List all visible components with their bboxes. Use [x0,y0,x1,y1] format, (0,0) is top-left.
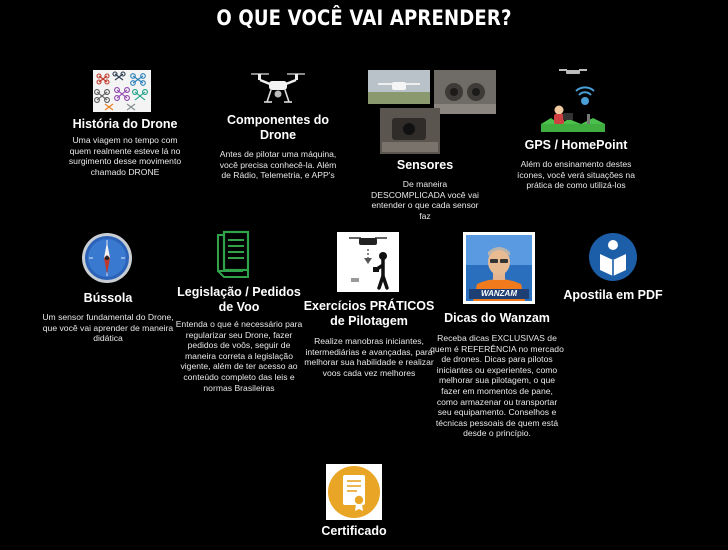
card-title: Apostila em PDF [563,288,663,302]
certificate-icon [326,464,382,520]
card-description: Entenda o que é necessário para regularizar seu Drone, fazer pedidos de voôs, seguir de maneira correta a legislação vigente, além de ter acesso ao conteúdo completo das leis e normas Brasileiras [175,319,303,393]
card-description: Além do ensinamento destes ícones, você verá situações na prática de como utilizá-los [517,159,635,191]
card-title: Componentes do Drone [226,113,330,142]
card-description: Antes de pilotar uma máquina, você precisa conhecê-la. Além de Rádio, Telemetria, e APP's [219,149,337,181]
card-description: Uma viagem no tempo com quem realmente esteve lá no surgimento desse movimento chamado DRONE [68,135,182,177]
card-title: Bússola [83,291,133,305]
card-sensores [370,158,480,221]
wanzam-portrait [463,232,535,304]
card-title: Dicas do Wanzam [444,311,550,325]
card-description: Receba dicas EXCLUSIVAS de quem é REFERÊNCIA no mercado de drones. Dicas para pilotos iniciantes ou experientes, como melhorar sua pilotagem, o que fazer em momentos de pane, como armazenar ou transportar seu equipamento. Conselhos e técnicas pessoais de quem está desde o princípio. [430,333,564,439]
card-certificado [294,524,414,539]
card-historia-do-drone [55,117,195,177]
card-gps-homepoint [517,138,635,191]
card-description: Um sensor fundamental do Drone, que você vai aprender de maneira didática [42,312,174,344]
compass-icon [81,232,133,284]
card-title: GPS / HomePoint [524,138,628,152]
gps-homepoint-icon [537,66,609,136]
documents-icon [215,230,251,278]
drone-sensors-photos [368,70,496,154]
reading-book-icon [588,232,638,282]
pilot-practice-icon [337,232,399,292]
card-title: Exercícios PRÁTICOS de Pilotagem [303,299,435,328]
card-title: Sensores [396,158,454,172]
card-apostila-pdf [558,288,668,303]
card-legislacao [172,285,306,393]
card-title: Legislação / Pedidos de Voo [177,285,301,314]
card-componentes-do-drone [218,113,338,181]
card-exercicios-praticos [302,299,436,378]
card-dicas-do-wanzam [430,311,564,439]
wanzam-badge: WANZAM [481,289,517,298]
card-title: Certificado [321,524,387,538]
drones-collage-icon [93,70,151,112]
card-bussola [42,291,174,344]
card-description: Realize manobras iniciantes, intermediárias e avançadas, para melhorar sua habilidade e realizar voos cada vez melhores [304,336,434,378]
card-description: De maneira DESCOMPLICADA você vai entender o que cada sensor faz [371,179,479,221]
white-drone-icon [248,68,308,108]
card-title: História do Drone [72,117,178,131]
page-title: O QUE VOCÊ VAI APRENDER? [216,6,512,30]
